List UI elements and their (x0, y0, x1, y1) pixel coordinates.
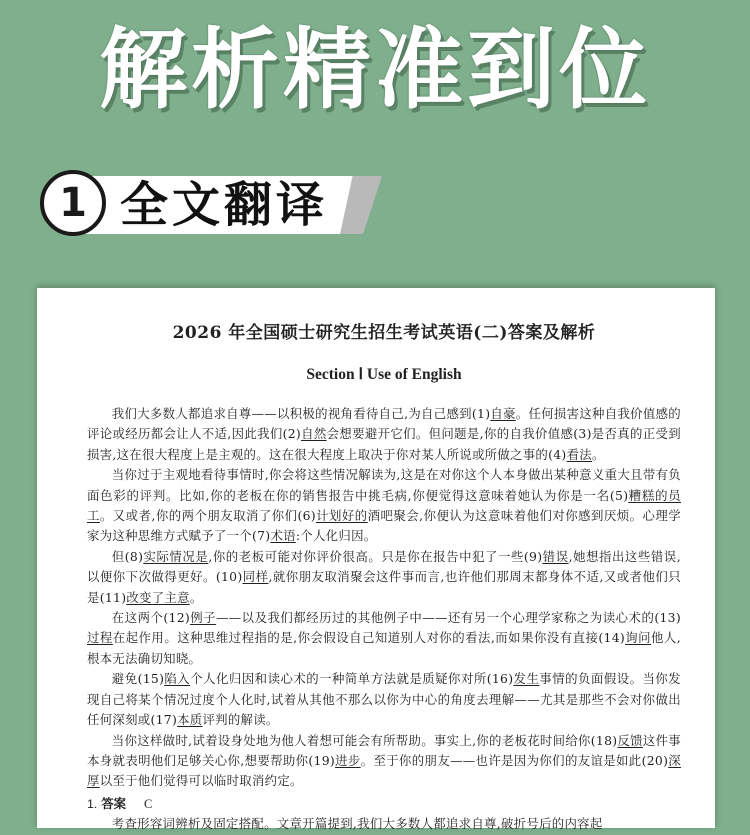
translation-paragraph (87, 547, 681, 608)
badge-text: 全文翻译 (120, 177, 329, 233)
paragraph-text: 我们大多数人都追求自尊——以积极的视角看待自己,为自己感到(1) (111, 406, 491, 421)
underlined-answer-word: 自豪 (490, 406, 516, 421)
paragraph-text: 。至于你的朋友——也许是因为你们的友谊是如此(20) (360, 752, 669, 768)
answer-number: 1. (87, 796, 98, 811)
paragraph-text: ,就你朋友取消聚会这件事而言,也许他们那周末都身体不适,又或者他们只是(11) (87, 569, 681, 605)
paragraph-text: 他人,根本无法确切知晓。 (87, 630, 681, 666)
answer-label: 答案 (101, 795, 127, 811)
underlined-answer-word: 本质 (177, 712, 203, 728)
analysis-text: 考查形容词辨析及固定搭配。文章开篇提到,我们大多数人都追求自尊,破折号后的内容起 (111, 816, 603, 832)
paragraph-text: 会想要避开它们。但问题是,你的自我价值感(3)是否真的正受到损害,这在很大程度上是主观的。这在很大程度上取决于你对某人所说或所做之事的(4) (87, 426, 681, 462)
paragraph-text: 在起作用。这种思维过程指的是,你会假设自己知道别人对你的看法,而如果你没有直接(14) (112, 630, 626, 646)
paragraph-text: 当你这样做时,试着设身处地为他人着想可能会有所帮助。事实上,你的老板花时间给你(18) (111, 732, 618, 748)
underlined-answer-word: 改变了主意 (126, 589, 190, 605)
badge-number: 1 (59, 180, 87, 226)
underlined-answer-word: 糟糕的员工 (87, 487, 681, 524)
section-badge (40, 170, 380, 240)
underlined-answer-word: 深厚 (87, 752, 681, 789)
paragraph-text: 以至于他们觉得可以临时取消约定。 (99, 773, 303, 789)
section-title: Section Ⅰ Use of English (306, 366, 462, 383)
paragraph-text: 避免(15) (111, 671, 165, 687)
paragraph-text: 。 (591, 446, 605, 462)
underlined-answer-word: 错误 (542, 548, 569, 564)
underlined-answer-word: 自然 (301, 426, 327, 442)
paragraph-text: 个人化归因和读心术的一种简单方法就是质疑你对所(16) (190, 671, 514, 687)
underlined-answer-word: 计划好的 (315, 508, 368, 524)
translation-paragraph (87, 404, 681, 465)
underlined-answer-word: 发生 (513, 671, 540, 687)
paragraph-text: 当你过于主观地看待事情时,你会将这些情况解读为,这是在对你这个人本身做出某种意义重大且带有负面色彩的评判。比如,你的老板在你的销售报告中挑毛病,你便觉得这意味着她认为你是一名(5) (87, 467, 681, 503)
underlined-answer-word: 看法 (566, 446, 592, 462)
answer-value: C (144, 796, 153, 811)
paragraph-text: 这件事本身就表明他们足够关心你,想要帮助你(19) (87, 732, 681, 768)
paragraph-text: ——以及我们都经历过的其他例子中——还有另一个心理学家称之为读心术的(13) (216, 610, 681, 626)
translation-paragraph (87, 465, 681, 547)
paragraph-text: ,你的老板可能对你评价很高。只是你在报告中犯了一些(9) (208, 548, 543, 564)
paragraph-text: 事情的负面假设。当你发现自己将某个情况过度个人化时,试着从其他不那么以你为中心的角度去理解——尤其是那些不会对你做出任何深刻或(17) (87, 671, 681, 728)
headline: 解析精准到位 (98, 18, 651, 121)
underlined-answer-word: 陷入 (164, 671, 191, 687)
underlined-answer-word: 术语 (270, 528, 296, 544)
document-page (37, 288, 715, 832)
badge-number-circle (40, 170, 106, 236)
underlined-answer-word: 例子 (190, 610, 217, 626)
underlined-answer-word: 同样 (242, 569, 269, 585)
underlined-answer-word: 询问 (625, 630, 651, 646)
answer-line (87, 794, 681, 814)
paragraph-text: 在这两个(12) (111, 610, 191, 626)
document-title: 2026 年全国硕士研究生招生考试英语(二)答案及解析 (172, 323, 596, 343)
paragraph-text: 。 (189, 589, 203, 605)
underlined-answer-word: 进步 (335, 752, 361, 768)
paragraph-text: 评判的解读。 (202, 712, 279, 728)
paragraph-text: 。又或者,你的两个朋友取消了你们(6) (99, 508, 316, 524)
paragraph-text: 但(8) (111, 548, 144, 564)
underlined-answer-word: 反馈 (617, 732, 643, 748)
translation-paragraph (87, 669, 681, 730)
underlined-answer-word: 过程 (87, 630, 113, 646)
translation-body (87, 404, 681, 792)
paragraph-text: 酒吧聚会,你便认为这意味着他们对你感到厌烦。心理学家为这种思维方式赋予了一个(7) (87, 508, 681, 544)
translation-paragraph (87, 731, 681, 792)
paragraph-text: ,她想指出这些错误,以便你下次做得更好。(10) (87, 548, 682, 585)
paragraph-text: :个人化归因。 (295, 528, 377, 544)
translation-paragraph (87, 608, 681, 669)
underlined-answer-word: 实际情况是 (143, 548, 209, 564)
paragraph-text: 。任何损害这种自我价值感的评论或经历都会让人不适,因此我们(2) (87, 406, 681, 442)
